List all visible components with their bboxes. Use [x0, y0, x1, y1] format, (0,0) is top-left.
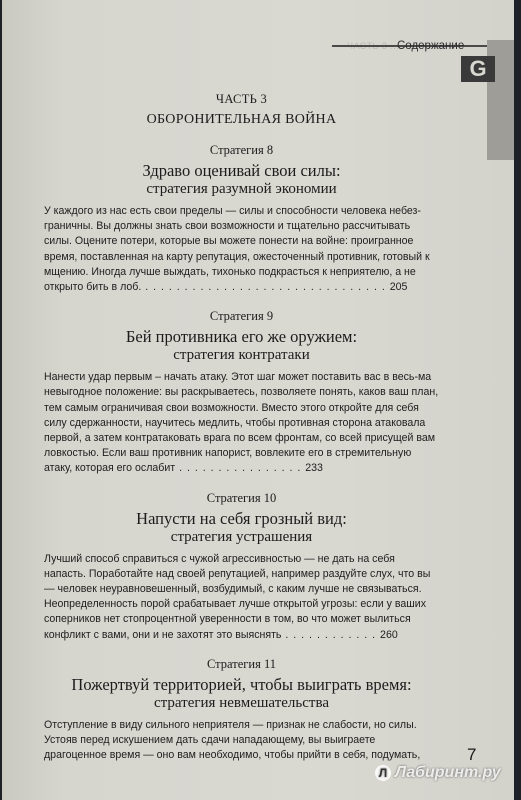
strategy-title: Бей противника его же оружием: — [125, 327, 358, 347]
strategy-subtitle: стратегия устрашения — [170, 528, 313, 545]
part-label: ЧАСТЬ 3 — [215, 92, 268, 106]
strategy-description: У каждого из нас есть свои пределы — силы и способности человека небез-граничны. Вы должны знать свои возможности и тщательно рассчитывать силы. Оцените потери, которые вы можете понести на войне: проигранное время, поставленная на карту репутация, ожесточенный противник, готовый к мщению. Иногда лучше выждать, тихонько подкрасться к неприятелю, а не открыто бить в лоб. . . . . . . . . . . . . . . . . . . . . . . . . . . . . . . . 205 — [44, 205, 430, 294]
part-title: ОБОРОНИТЕЛЬНАЯ ВОЙНА — [146, 112, 337, 127]
strategy-description: Отступление в виду сильного неприятеля — признак не слабости, но силы. Устояв перед искушением дать сдачи нападающему, вы выиграете драгоценное время — оно вам необходимо, чтобы прийти в себя, подумать, — [44, 718, 421, 762]
strategy-title: Здраво оценивай свои силы: — [142, 161, 341, 180]
running-header: Содержание — [397, 40, 465, 52]
page-number: 7 — [467, 745, 477, 764]
strategy-title: Пожертвуй территорией, чтобы выиграть время: — [71, 674, 412, 694]
strategy-number: Стратегия 10 — [206, 490, 277, 505]
thumb-index-letter: G — [461, 56, 495, 82]
strategy-description: Лучший способ справиться с чужой агрессивностью — не дать на себя напасть. Поработайте над своей репутацией, например раздуйте слух, что вы — человек неуравновешенный, возбудимый, с каким лучше не связываться. Неопределенность порой срабатывает лучше открытой угрозы: если у ваших соперников нет стопроцентной уверенности в том, во что может вылиться конфликт с вами, они и не захотят это выяснять . . . . . . . . . . . . 260 — [44, 552, 431, 641]
page-ref: 260 — [380, 628, 398, 641]
strategy-title: Напусти на себя грозный вид: — [136, 508, 347, 528]
page-ref: 205 — [389, 281, 408, 294]
labirint-logo-icon: Л — [375, 765, 391, 781]
watermark-text: Лабиринт.ру — [395, 764, 501, 781]
strategy-description: Нанести удар первым – начать атаку. Этот шаг может поставить вас в весь-ма невыгодное положение: вы раскрываетесь, позволяете понять, каков ваш план, тем самым ограничивая свои возможности. Вместо этого откройте для себя силу сдержанности, научитесь медлить, чтобы противная сторона атаковала первой, а затем контратаковать врага по всем фронтам, со всей присущей вам ловкостью. Если ваш противник напорист, вовлеките его в стремительную атаку, которая его ослабит . . . . . . . . . . . . . . . . 233 — [44, 371, 439, 475]
watermark — [375, 764, 501, 782]
toc-entry-strategy-10[interactable] — [44, 491, 439, 643]
toc-entry-strategy-9[interactable] — [44, 309, 439, 476]
book-page — [2, 0, 514, 800]
strategy-number: Стратегия 11 — [206, 656, 276, 671]
strategy-number: Стратегия 8 — [209, 143, 274, 157]
strategy-subtitle: стратегия разумной экономии — [146, 181, 337, 197]
strategy-subtitle: стратегия контратаки — [173, 347, 310, 364]
toc-entry-strategy-8[interactable] — [44, 143, 439, 295]
strategy-number: Стратегия 9 — [209, 309, 274, 324]
strategy-subtitle: стратегия невмешательства — [154, 694, 329, 711]
toc-content — [44, 92, 439, 763]
toc-entry-strategy-11[interactable] — [44, 657, 439, 764]
page-ref: 233 — [305, 462, 323, 475]
